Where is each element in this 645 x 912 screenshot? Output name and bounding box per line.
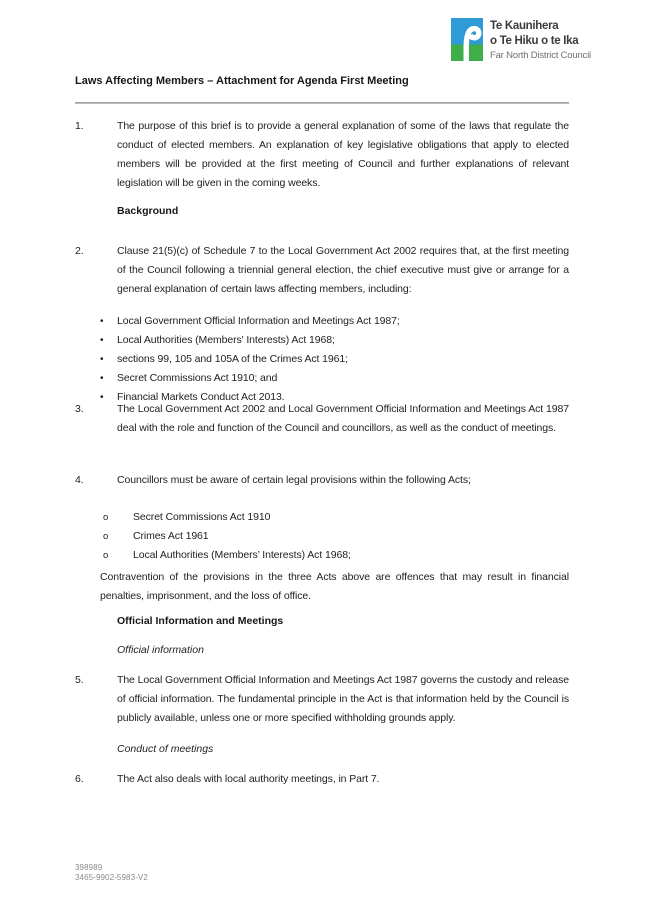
title-divider [75,102,569,104]
list-item [100,312,570,331]
paragraph-6-text: The Act also deals with local authority meetings, in Part 7. [117,773,380,785]
page-title: Laws Affecting Members – Attachment for Agenda First Meeting [75,75,409,87]
list-item-text: Secret Commissions Act 1910 [133,511,271,523]
circle-bullet-marker: o [103,531,109,542]
background-heading: Background [117,205,179,217]
bullet-marker: • [100,373,104,384]
paragraph-4-text: Councillors must be aware of certain legal provisions within the following Acts; [117,474,471,486]
acts-sub-list [103,508,570,565]
circle-bullet-marker: o [103,512,109,523]
logo-maori-line-1: Te Kaunihera [490,20,559,32]
list-item-text: Local Authorities (Members’ Interests) Act 1968; [133,549,351,561]
official-information-heading: Official Information and Meetings [117,615,284,627]
circle-bullet-marker: o [103,550,109,561]
list-item [100,331,570,350]
paragraph-2 [75,242,569,299]
list-item-text: Secret Commissions Act 1910; and [117,372,278,384]
paragraph-3 [75,400,569,438]
council-logo [451,18,591,62]
list-item [100,369,570,388]
paragraph-1 [75,117,569,193]
document-footer [75,863,148,883]
paragraph-4 [75,471,569,490]
paragraph-6 [75,770,569,789]
paragraph-5-text: The Local Government Official Information and Meetings Act 1987 governs the custody and release of official information. The fundamental principle in the Act is that information held by the Council is publicly available, unless one or more specified withholding grounds apply. [117,674,569,724]
contravention-paragraph: Contravention of the provisions in the three Acts above are offences that may result in financial penalties, imprisonment, and the loss of office. [100,571,569,602]
list-item [103,508,570,527]
logo-text [490,18,591,62]
list-item-text: Crimes Act 1961 [133,530,209,542]
bullet-marker: • [100,335,104,346]
acts-bullet-list [100,312,570,407]
logo-maori-line-2: o Te Hiku o te Ika [490,35,579,47]
paragraph-1-text: The purpose of this brief is to provide a general explanation of some of the laws that regulate the conduct of elected members. An explanation of key legislative obligations that apply to elected members will be provided at the first meeting of Council and further explanations of relevant legislation will be given in the coming weeks. [117,120,569,189]
bullet-marker: • [100,354,104,365]
list-item-text: Local Government Official Information and Meetings Act 1987; [117,315,400,327]
bullet-marker: • [100,316,104,327]
conduct-of-meetings-subheading: Conduct of meetings [117,743,214,755]
logo-english-line: Far North District Council [490,50,591,61]
official-information-subheading: Official information [117,644,204,656]
bullet-marker: • [100,392,104,403]
paragraph-3-text: The Local Government Act 2002 and Local Government Official Information and Meetings Act 1987 deal with the role and function of the Council and councillors, as well as the conduct of meetings. [117,403,569,434]
paragraph-3-number: 3. [75,403,84,415]
list-item-text: Financial Markets Conduct Act 2013. [117,391,285,403]
paragraph-2-text: Clause 21(5)(c) of Schedule 7 to the Local Government Act 2002 requires that, at the first meeting of the Council following a triennial general election, the chief executive must give or arrange for a general explanation of certain laws affecting members, including: [117,245,569,295]
paragraph-6-number: 6. [75,773,84,785]
list-item-text: sections 99, 105 and 105A of the Crimes Act 1961; [117,353,348,365]
paragraph-5 [75,671,569,728]
list-item [100,350,570,369]
paragraph-4-number: 4. [75,474,84,486]
paragraph-1-number: 1. [75,120,84,132]
document-number: 398989 [75,863,103,872]
paragraph-2-number: 2. [75,245,84,257]
list-item [103,527,570,546]
document-reference: 3465-9902-5983-V2 [75,873,148,882]
koru-icon [451,18,483,61]
paragraph-5-number: 5. [75,674,84,686]
list-item-text: Local Authorities (Members' Interests) Act 1968; [117,334,335,346]
list-item [103,546,570,565]
